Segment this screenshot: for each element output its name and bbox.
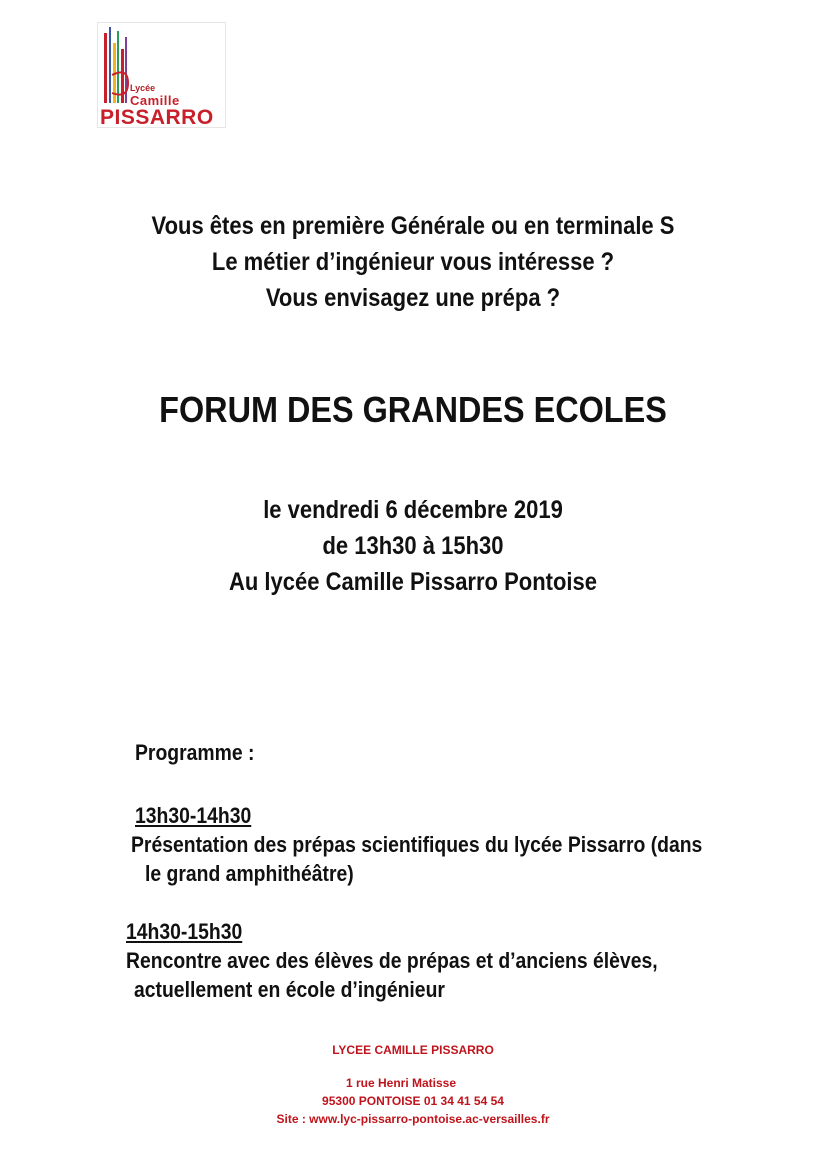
intro-line-3: Vous envisagez une prépa ? [265,284,561,312]
event-place: Au lycée Camille Pissarro Pontoise [228,568,598,596]
event-time: de 13h30 à 15h30 [322,532,504,560]
session-1-desc-line-2: le grand amphithéâtre) [145,861,354,886]
footer-city-phone: 95300 PONTOISE 01 34 41 54 54 [322,1094,504,1108]
intro-line-2: Le métier d’ingénieur vous intéresse ? [211,248,615,276]
page-title: FORUM DES GRANDES ECOLES [159,389,667,430]
footer-website: Site : www.lyc-pissarro-pontoise.ac-versailles.fr [276,1112,550,1126]
session-2-desc-line-1: Rencontre avec des élèves de prépas et d’anciens élèves, [126,948,658,973]
intro-line-1: Vous êtes en première Générale ou en terminale S [151,212,675,240]
event-date: le vendredi 6 décembre 2019 [263,496,563,524]
logo-small-text: Lycée [130,83,156,93]
session-1-time: 13h30-14h30 [135,803,252,828]
school-logo [97,22,226,128]
event-details [50,492,777,600]
footer-school-name: LYCEE CAMILLE PISSARRO [332,1043,494,1057]
intro-block [50,208,777,316]
session-2-time: 14h30-15h30 [126,919,243,944]
logo-camille-text: Camille [130,93,180,108]
logo-pissarro-text: PISSARRO [100,106,214,129]
programme-label: Programme : [135,740,255,765]
footer-address: 1 rue Henri Matisse [345,1076,457,1090]
session-2-desc-line-2: actuellement en école d’ingénieur [134,977,445,1002]
session-1-desc-line-1: Présentation des prépas scientifiques du lycée Pissarro (dans [131,832,703,857]
